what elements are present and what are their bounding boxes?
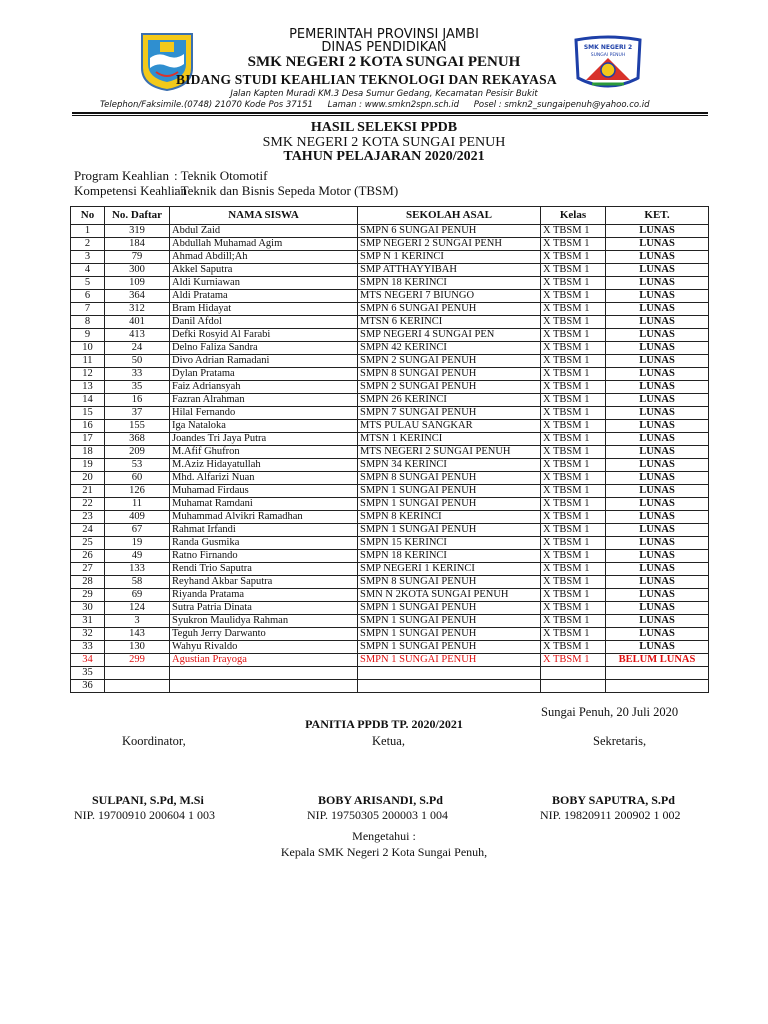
payment-status	[606, 680, 709, 693]
class-name: X TBSM 1	[541, 303, 606, 316]
school-logo-text: SMK NEGERI 2	[583, 44, 633, 51]
row-number: 15	[71, 407, 105, 420]
row-number: 12	[71, 368, 105, 381]
origin-school: SMPN 34 KERINCI	[358, 459, 541, 472]
student-name: Delno Faliza Sandra	[170, 342, 358, 355]
student-name: Reyhand Akbar Saputra	[170, 576, 358, 589]
document-title: HASIL SELEKSI PPDB	[310, 120, 458, 135]
origin-school: MTS PULAU SANGKAR	[358, 420, 541, 433]
student-name: M.Aziz Hidayatullah	[170, 459, 358, 472]
committee-title: PANITIA PPDB TP. 2020/2021	[305, 717, 463, 731]
class-name: X TBSM 1	[541, 277, 606, 290]
registration-number: 69	[105, 589, 170, 602]
class-name: X TBSM 1	[541, 264, 606, 277]
row-number: 20	[71, 472, 105, 485]
department-name: DINAS PENDIDIKAN	[321, 40, 447, 55]
payment-status: LUNAS	[606, 355, 709, 368]
payment-status: LUNAS	[606, 602, 709, 615]
registration-number: 67	[105, 524, 170, 537]
origin-school: SMPN 6 SUNGAI PENUH	[358, 225, 541, 238]
payment-status: LUNAS	[606, 264, 709, 277]
chair-nip: NIP. 19750305 200003 1 004	[307, 808, 449, 822]
student-name: Abdul Zaid	[170, 225, 358, 238]
student-name: Abdullah Muhamad Agim	[170, 238, 358, 251]
student-name: Iga Nataloka	[170, 420, 358, 433]
header-origin-school: SEKOLAH ASAL	[358, 207, 541, 225]
results-table	[70, 206, 709, 693]
coordinator-nip: NIP. 19700910 200604 1 003	[74, 808, 216, 822]
table-row	[71, 524, 709, 537]
student-name	[170, 680, 358, 693]
secretary-label: Sekretaris,	[593, 734, 647, 748]
student-name	[170, 667, 358, 680]
table-row	[71, 654, 709, 667]
registration-number: 49	[105, 550, 170, 563]
row-number: 25	[71, 537, 105, 550]
payment-status: LUNAS	[606, 511, 709, 524]
registration-number: 124	[105, 602, 170, 615]
payment-status: LUNAS	[606, 277, 709, 290]
registration-number: 109	[105, 277, 170, 290]
origin-school: SMP NEGERI 1 KERINCI	[358, 563, 541, 576]
payment-status: LUNAS	[606, 563, 709, 576]
header-no: No	[71, 207, 105, 225]
origin-school: SMP ATTHAYYIBAH	[358, 264, 541, 277]
class-name: X TBSM 1	[541, 225, 606, 238]
origin-school: SMP NEGERI 2 SUNGAI PENH	[358, 238, 541, 251]
table-row	[71, 342, 709, 355]
table-row	[71, 472, 709, 485]
student-name: Muhamad Firdaus	[170, 485, 358, 498]
registration-number: 16	[105, 394, 170, 407]
class-name: X TBSM 1	[541, 615, 606, 628]
table-row	[71, 667, 709, 680]
origin-school: SMPN 8 KERINCI	[358, 511, 541, 524]
student-name: Ratno Firnando	[170, 550, 358, 563]
school-name: SMK NEGERI 2 KOTA SUNGAI PENUH	[247, 54, 521, 70]
student-name: Danil Afdol	[170, 316, 358, 329]
row-number: 32	[71, 628, 105, 641]
class-name: X TBSM 1	[541, 381, 606, 394]
table-row	[71, 446, 709, 459]
origin-school: SMPN 1 SUNGAI PENUH	[358, 602, 541, 615]
origin-school: SMPN 1 SUNGAI PENUH	[358, 498, 541, 511]
registration-number: 184	[105, 238, 170, 251]
class-name: X TBSM 1	[541, 238, 606, 251]
phone: Telephon/Faksimile.(0748) 21070 Kode Pos 37151	[100, 100, 313, 110]
table-row	[71, 615, 709, 628]
student-name: Dylan Pratama	[170, 368, 358, 381]
payment-status: LUNAS	[606, 290, 709, 303]
row-number: 16	[71, 420, 105, 433]
row-number: 4	[71, 264, 105, 277]
competency-value: : Teknik dan Bisnis Sepeda Motor (TBSM)	[174, 183, 399, 198]
origin-school: SMP N 1 KERINCI	[358, 251, 541, 264]
class-name: X TBSM 1	[541, 602, 606, 615]
row-number: 2	[71, 238, 105, 251]
student-name: Agustian Prayoga	[170, 654, 358, 667]
registration-number: 19	[105, 537, 170, 550]
payment-status: LUNAS	[606, 238, 709, 251]
registration-number: 312	[105, 303, 170, 316]
class-name: X TBSM 1	[541, 433, 606, 446]
class-name: X TBSM 1	[541, 459, 606, 472]
payment-status: LUNAS	[606, 342, 709, 355]
origin-school: SMPN 8 SUNGAI PENUH	[358, 472, 541, 485]
student-name: Joandes Tri Jaya Putra	[170, 433, 358, 446]
registration-number: 299	[105, 654, 170, 667]
origin-school: SMPN 1 SUNGAI PENUH	[358, 524, 541, 537]
student-name: Mhd. Alfarizi Nuan	[170, 472, 358, 485]
origin-school: SMPN 6 SUNGAI PENUH	[358, 303, 541, 316]
student-name: Muhamat Ramdani	[170, 498, 358, 511]
payment-status: LUNAS	[606, 550, 709, 563]
payment-status: LUNAS	[606, 498, 709, 511]
class-name: X TBSM 1	[541, 342, 606, 355]
registration-number: 155	[105, 420, 170, 433]
student-name: Ahmad Abdill;Ah	[170, 251, 358, 264]
table-row	[71, 602, 709, 615]
class-name: X TBSM 1	[541, 368, 606, 381]
header-registration-number: No. Daftar	[105, 207, 170, 225]
row-number: 14	[71, 394, 105, 407]
table-row	[71, 381, 709, 394]
payment-status: LUNAS	[606, 433, 709, 446]
class-name: X TBSM 1	[541, 641, 606, 654]
origin-school: SMPN 8 SUNGAI PENUH	[358, 368, 541, 381]
class-name: X TBSM 1	[541, 407, 606, 420]
payment-status: LUNAS	[606, 446, 709, 459]
registration-number: 409	[105, 511, 170, 524]
website: Laman : www.smkn2spn.sch.id	[327, 100, 460, 110]
origin-school: SMPN 8 SUNGAI PENUH	[358, 576, 541, 589]
student-name: Aldi Kurniawan	[170, 277, 358, 290]
coordinator-label: Koordinator,	[122, 734, 186, 748]
payment-status: LUNAS	[606, 524, 709, 537]
registration-number: 126	[105, 485, 170, 498]
row-number: 9	[71, 329, 105, 342]
header-student-name: NAMA SISWA	[170, 207, 358, 225]
payment-status: LUNAS	[606, 472, 709, 485]
student-name: Randa Gusmika	[170, 537, 358, 550]
origin-school: SMPN 42 KERINCI	[358, 342, 541, 355]
letterhead-rule-thick	[72, 112, 708, 114]
table-row	[71, 537, 709, 550]
registration-number: 133	[105, 563, 170, 576]
table-row	[71, 316, 709, 329]
table-row	[71, 511, 709, 524]
class-name: X TBSM 1	[541, 316, 606, 329]
header-class: Kelas	[541, 207, 606, 225]
class-name: X TBSM 1	[541, 485, 606, 498]
registration-number: 50	[105, 355, 170, 368]
origin-school: SMPN 1 SUNGAI PENUH	[358, 641, 541, 654]
row-number: 3	[71, 251, 105, 264]
registration-number: 300	[105, 264, 170, 277]
origin-school: SMPN 1 SUNGAI PENUH	[358, 654, 541, 667]
registration-number: 143	[105, 628, 170, 641]
payment-status: LUNAS	[606, 459, 709, 472]
origin-school: MTS NEGERI 2 SUNGAI PENUH	[358, 446, 541, 459]
table-row	[71, 277, 709, 290]
class-name: X TBSM 1	[541, 329, 606, 342]
origin-school: SMPN 7 SUNGAI PENUH	[358, 407, 541, 420]
payment-status: LUNAS	[606, 368, 709, 381]
table-row	[71, 394, 709, 407]
class-name: X TBSM 1	[541, 251, 606, 264]
letterhead-rule-thin	[72, 115, 708, 116]
registration-number: 33	[105, 368, 170, 381]
chair-name: BOBY ARISANDI, S.Pd	[318, 793, 443, 807]
table-row	[71, 628, 709, 641]
registration-number: 53	[105, 459, 170, 472]
registration-number: 58	[105, 576, 170, 589]
payment-status: LUNAS	[606, 303, 709, 316]
student-name: Riyanda Pratama	[170, 589, 358, 602]
table-row	[71, 498, 709, 511]
province-name: PEMERINTAH PROVINSI JAMBI	[289, 27, 479, 42]
table-row	[71, 485, 709, 498]
student-name: Divo Adrian Ramadani	[170, 355, 358, 368]
origin-school: SMP NEGERI 4 SUNGAI PEN	[358, 329, 541, 342]
row-number: 10	[71, 342, 105, 355]
chair-label: Ketua,	[372, 734, 405, 748]
payment-status: LUNAS	[606, 251, 709, 264]
class-name: X TBSM 1	[541, 355, 606, 368]
payment-status: LUNAS	[606, 589, 709, 602]
class-name: X TBSM 1	[541, 550, 606, 563]
competency-label: Kompetensi Keahlian	[74, 183, 187, 198]
student-name: Wahyu Rivaldo	[170, 641, 358, 654]
registration-number: 11	[105, 498, 170, 511]
row-number: 13	[71, 381, 105, 394]
student-name: Defki Rosyid Al Farabi	[170, 329, 358, 342]
payment-status: LUNAS	[606, 420, 709, 433]
student-name: Aldi Pratama	[170, 290, 358, 303]
row-number: 22	[71, 498, 105, 511]
table-row	[71, 225, 709, 238]
class-name: X TBSM 1	[541, 446, 606, 459]
secretary-nip: NIP. 19820911 200902 1 002	[540, 808, 681, 822]
acknowledged-label: Mengetahui :	[352, 829, 416, 843]
row-number: 21	[71, 485, 105, 498]
registration-number: 364	[105, 290, 170, 303]
registration-number: 401	[105, 316, 170, 329]
student-name: Fazran Alrahman	[170, 394, 358, 407]
payment-status: LUNAS	[606, 407, 709, 420]
principal-label: Kepala SMK Negeri 2 Kota Sungai Penuh,	[280, 845, 488, 859]
class-name: X TBSM 1	[541, 589, 606, 602]
table-row	[71, 459, 709, 472]
origin-school: MTSN 6 KERINCI	[358, 316, 541, 329]
competency-row	[74, 183, 398, 199]
table-row	[71, 368, 709, 381]
row-number: 1	[71, 225, 105, 238]
registration-number: 413	[105, 329, 170, 342]
row-number: 26	[71, 550, 105, 563]
row-number: 35	[71, 667, 105, 680]
row-number: 31	[71, 615, 105, 628]
student-name: Syukron Maulidya Rahman	[170, 615, 358, 628]
registration-number: 368	[105, 433, 170, 446]
origin-school: SMPN 18 KERINCI	[358, 550, 541, 563]
row-number: 28	[71, 576, 105, 589]
class-name: X TBSM 1	[541, 654, 606, 667]
table-row	[71, 563, 709, 576]
student-name: Hilal Fernando	[170, 407, 358, 420]
class-name: X TBSM 1	[541, 394, 606, 407]
row-number: 5	[71, 277, 105, 290]
payment-status: LUNAS	[606, 628, 709, 641]
row-number: 24	[71, 524, 105, 537]
row-number: 17	[71, 433, 105, 446]
school-logo-subtext: SUNGAI PENUH	[590, 53, 626, 58]
payment-status: LUNAS	[606, 225, 709, 238]
academic-year: TAHUN PELAJARAN 2020/2021	[283, 149, 485, 164]
payment-status: LUNAS	[606, 641, 709, 654]
row-number: 34	[71, 654, 105, 667]
table-row	[71, 433, 709, 446]
row-number: 30	[71, 602, 105, 615]
row-number: 29	[71, 589, 105, 602]
origin-school: SMPN 1 SUNGAI PENUH	[358, 485, 541, 498]
registration-number: 35	[105, 381, 170, 394]
row-number: 11	[71, 355, 105, 368]
origin-school: SMPN 26 KERINCI	[358, 394, 541, 407]
contact-line	[100, 100, 662, 110]
table-row	[71, 329, 709, 342]
student-name: Rahmat Irfandi	[170, 524, 358, 537]
origin-school: SMPN 2 SUNGAI PENUH	[358, 381, 541, 394]
class-name: X TBSM 1	[541, 537, 606, 550]
row-number: 7	[71, 303, 105, 316]
origin-school: SMPN 2 SUNGAI PENUH	[358, 355, 541, 368]
school-logo-icon	[572, 34, 644, 94]
registration-number: 24	[105, 342, 170, 355]
table-row	[71, 641, 709, 654]
origin-school: SMPN 1 SUNGAI PENUH	[358, 615, 541, 628]
registration-number	[105, 667, 170, 680]
student-name: Faiz Adriansyah	[170, 381, 358, 394]
table-row	[71, 680, 709, 693]
class-name: X TBSM 1	[541, 498, 606, 511]
row-number: 36	[71, 680, 105, 693]
student-name: M.Afif Ghufron	[170, 446, 358, 459]
row-number: 18	[71, 446, 105, 459]
table-row	[71, 407, 709, 420]
table-body	[71, 225, 709, 693]
table-row	[71, 290, 709, 303]
table-row	[71, 589, 709, 602]
class-name: X TBSM 1	[541, 563, 606, 576]
origin-school: SMPN 15 KERINCI	[358, 537, 541, 550]
origin-school: MTS NEGERI 7 BIUNGO	[358, 290, 541, 303]
payment-status: LUNAS	[606, 615, 709, 628]
table-row	[71, 550, 709, 563]
row-number: 6	[71, 290, 105, 303]
payment-status	[606, 667, 709, 680]
secretary-name: BOBY SAPUTRA, S.Pd	[552, 793, 675, 807]
class-name: X TBSM 1	[541, 420, 606, 433]
student-name: Rendi Trio Saputra	[170, 563, 358, 576]
class-name: X TBSM 1	[541, 524, 606, 537]
student-name: Muhammad Alvikri Ramadhan	[170, 511, 358, 524]
student-name: Akkel Saputra	[170, 264, 358, 277]
registration-number: 130	[105, 641, 170, 654]
address: Jalan Kapten Muradi KM.3 Desa Sumur Gedang, Kecamatan Pesisir Bukit	[230, 89, 538, 99]
table-row	[71, 251, 709, 264]
document-subtitle: SMK NEGERI 2 KOTA SUNGAI PENUH	[262, 135, 506, 150]
origin-school: SMPN 1 SUNGAI PENUH	[358, 628, 541, 641]
class-name	[541, 680, 606, 693]
origin-school: SMN N 2KOTA SUNGAI PENUH	[358, 589, 541, 602]
registration-number: 3	[105, 615, 170, 628]
program-value: : Teknik Otomotif	[174, 168, 268, 183]
registration-number: 79	[105, 251, 170, 264]
program-label: Program Keahlian	[74, 168, 169, 183]
table-row	[71, 576, 709, 589]
payment-status: LUNAS	[606, 381, 709, 394]
registration-number	[105, 680, 170, 693]
origin-school: SMPN 18 KERINCI	[358, 277, 541, 290]
table-row	[71, 264, 709, 277]
payment-status: LUNAS	[606, 485, 709, 498]
payment-status: LUNAS	[606, 537, 709, 550]
class-name	[541, 667, 606, 680]
class-name: X TBSM 1	[541, 472, 606, 485]
coordinator-name: SULPANI, S.Pd, M.Si	[92, 793, 204, 807]
payment-status: BELUM LUNAS	[606, 654, 709, 667]
letterhead	[0, 0, 768, 120]
row-number: 8	[71, 316, 105, 329]
row-number: 23	[71, 511, 105, 524]
place-date: Sungai Penuh, 20 Juli 2020	[541, 705, 679, 719]
program-row	[74, 168, 267, 184]
class-name: X TBSM 1	[541, 290, 606, 303]
payment-status: LUNAS	[606, 316, 709, 329]
row-number: 33	[71, 641, 105, 654]
student-name: Teguh Jerry Darwanto	[170, 628, 358, 641]
header-remarks: KET.	[606, 207, 709, 225]
class-name: X TBSM 1	[541, 628, 606, 641]
table-row	[71, 238, 709, 251]
table-row	[71, 420, 709, 433]
class-name: X TBSM 1	[541, 576, 606, 589]
class-name: X TBSM 1	[541, 511, 606, 524]
payment-status: LUNAS	[606, 576, 709, 589]
registration-number: 209	[105, 446, 170, 459]
origin-school	[358, 680, 541, 693]
origin-school: MTSN 1 KERINCI	[358, 433, 541, 446]
registration-number: 37	[105, 407, 170, 420]
table-header-row	[71, 207, 709, 225]
student-name: Bram Hidayat	[170, 303, 358, 316]
payment-status: LUNAS	[606, 329, 709, 342]
row-number: 19	[71, 459, 105, 472]
row-number: 27	[71, 563, 105, 576]
payment-status: LUNAS	[606, 394, 709, 407]
registration-number: 319	[105, 225, 170, 238]
origin-school	[358, 667, 541, 680]
email: Posel : smkn2_sungaipenuh@yahoo.co.id	[473, 100, 650, 110]
student-name: Sutra Patria Dinata	[170, 602, 358, 615]
table-row	[71, 303, 709, 316]
table-row	[71, 355, 709, 368]
registration-number: 60	[105, 472, 170, 485]
field-of-study: BIDANG STUDI KEAHLIAN TEKNOLOGI DAN REKAYASA	[176, 72, 557, 87]
